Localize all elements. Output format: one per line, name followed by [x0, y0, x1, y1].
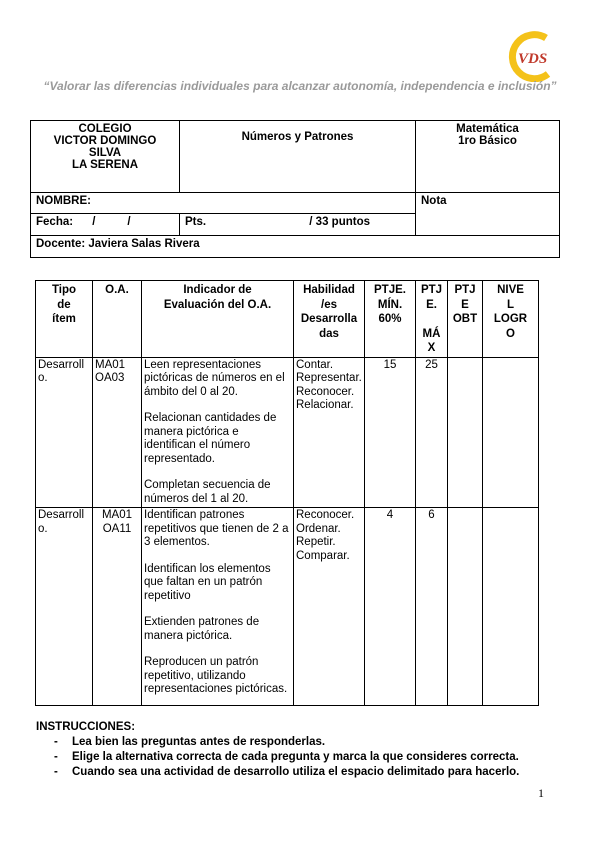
habilidad-cell — [294, 508, 365, 706]
indicador: Completan secuencia de números del 1 al 20. — [144, 479, 271, 505]
header-ptje-obt: PTJ E OBT — [448, 281, 483, 358]
habilidad: Reconocer. — [296, 509, 355, 521]
habilidad: Reconocer. — [296, 385, 355, 398]
habilidad: Comparar. — [296, 549, 350, 562]
school-line: COLEGIO — [78, 123, 132, 135]
instructions-title: INSTRUCCIONES: — [36, 721, 136, 733]
indicador: Identifican patrones repetitivos que tienen de 2 a 3 elementos. — [144, 509, 289, 548]
indicador: Leen representaciones pictóricas de números en el ámbito del 0 al 20. — [144, 358, 285, 398]
instructions-list — [36, 735, 556, 780]
grade: 1ro Básico — [458, 135, 517, 147]
oa-code: OA03 — [95, 372, 125, 384]
docente: Docente: Javiera Salas Rivera — [31, 236, 560, 258]
indicador: Relacionan cantidades de manera pictórica e identifican el número representado. — [144, 412, 277, 465]
habilidad: Relacionar. — [296, 399, 354, 411]
header-table — [30, 120, 560, 258]
pts-field[interactable] — [180, 214, 416, 236]
header-ptje-max: PTJ E. MÁ X — [416, 281, 448, 358]
habilidad: Contar. — [296, 358, 334, 371]
oa-cell — [93, 357, 142, 508]
ptje-min-cell: 15 — [365, 357, 416, 508]
oa-code: MA01 — [101, 509, 133, 521]
header-tipo: Tipo de ítem — [36, 281, 93, 358]
nivel-logro-cell[interactable] — [483, 357, 539, 508]
nivel-logro-cell[interactable] — [483, 508, 539, 706]
tipo-cell: Desarroll o. — [36, 357, 93, 508]
table-row — [36, 357, 539, 508]
instruction-item: - Elige la alternativa correcta de cada pregunta y marca la que consideres correcta. — [36, 750, 556, 765]
oa-code: MA01 — [95, 358, 126, 371]
oa-cell — [93, 508, 142, 706]
subject-cell — [416, 121, 560, 193]
indicador: Identifican los elementos que faltan en un patrón repetitivo — [144, 562, 271, 602]
indicador: Extienden patrones de manera pictórica. — [144, 616, 260, 642]
ptje-obt-cell[interactable] — [448, 508, 483, 706]
instructions — [36, 720, 556, 780]
specification-table — [35, 280, 539, 706]
school-cell — [31, 121, 180, 193]
oa-code: OA11 — [102, 522, 132, 535]
tipo-cell: Desarroll o. — [36, 508, 93, 706]
nota-field[interactable]: Nota — [416, 193, 560, 236]
ptje-max-cell: 25 — [416, 357, 448, 508]
school-logo — [502, 30, 562, 82]
habilidad: Ordenar. — [296, 522, 341, 535]
habilidad: Representar. — [296, 372, 362, 384]
table-row — [36, 508, 539, 706]
school-line: VICTOR DOMINGO — [53, 135, 157, 147]
indicador-cell — [142, 357, 294, 508]
topic: Números y Patrones — [180, 121, 416, 193]
instruction-item: - Cuando sea una actividad de desarrollo utiliza el espacio delimitado para hacerlo. — [36, 765, 556, 780]
ptje-min-cell: 4 — [365, 508, 416, 706]
indicador: Reproducen un patrón repetitivo, utilizando representaciones pictóricas. — [144, 656, 288, 695]
ptje-max-cell: 6 — [416, 508, 448, 706]
nombre-field[interactable]: NOMBRE: — [31, 193, 416, 214]
habilidad: Repetir. — [296, 536, 336, 548]
fecha-field[interactable]: Fecha: / / — [31, 214, 180, 236]
subject: Matemática — [456, 123, 519, 135]
page-number: 1 — [538, 786, 544, 800]
header-ptje-min: PTJE. MÍN. 60% — [365, 281, 416, 358]
header-indicador: Indicador de Evaluación del O.A. — [142, 281, 294, 358]
motto: “Valorar las diferencias individuales para alcanzar autonomía, independencia e inclusión” — [43, 79, 557, 93]
header-habilidad: Habilidad /es Desarrolla das — [294, 281, 365, 358]
habilidad-cell — [294, 357, 365, 508]
logo-text: VDS — [518, 51, 548, 67]
school-line: LA SERENA — [71, 159, 139, 171]
header-nivel-logro: NIVE L LOGR O — [483, 281, 539, 358]
indicador-cell — [142, 508, 294, 706]
school-line: SILVA — [88, 147, 122, 159]
instruction-item: - Lea bien las preguntas antes de responderlas. — [36, 735, 556, 750]
pts-label: Pts. — [185, 216, 207, 228]
ptje-obt-cell[interactable] — [448, 357, 483, 508]
header-oa: O.A. — [93, 281, 142, 358]
pts-total: / 33 puntos — [309, 216, 370, 228]
